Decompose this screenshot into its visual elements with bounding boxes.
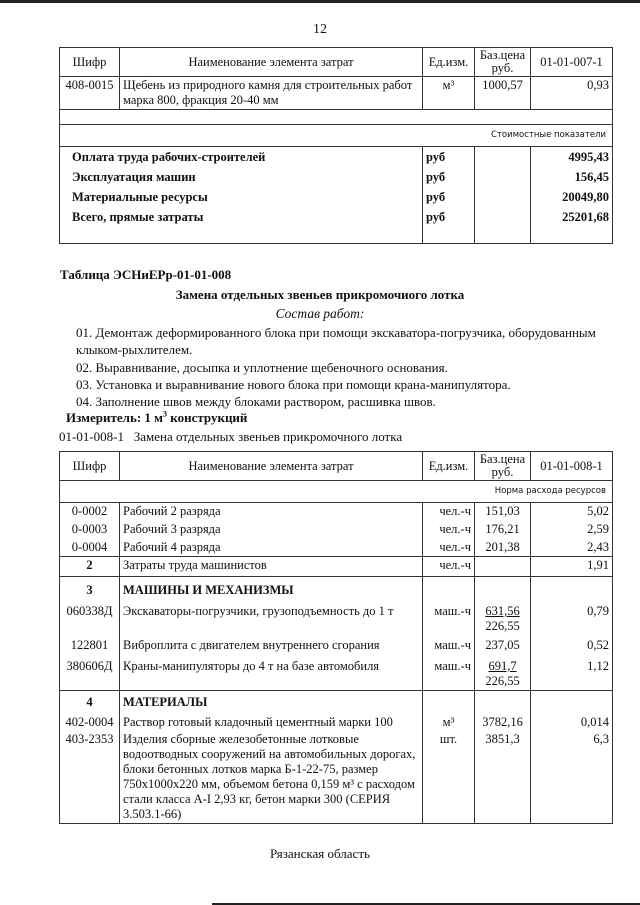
table-title: Таблица ЭСНиЕРр-01-01-008 [60,267,232,282]
group-code: 3 [60,577,120,600]
group-name: МАШИНЫ И МЕХАНИЗМЫ [120,577,423,600]
row-price: 1000,57 [475,77,531,110]
work-item: 03. Установка и выравнивание нового блока при помощи крана-манипулятора. [76,377,511,392]
row-value: 0,79 [531,599,613,635]
table-row [60,521,613,539]
table-row [60,599,613,635]
measure-suffix: конструкций [167,410,248,425]
header-norm: 01-01-008-1 [531,452,613,481]
summary-value: 156,45 [531,167,613,187]
summary-empty [475,147,531,168]
row-value: 5,02 [531,503,613,521]
row-unit: чел.-ч [423,521,475,539]
row-value: 1,12 [531,654,613,691]
summary-unit: руб [423,167,475,187]
row-value: 0,014 [531,711,613,731]
summary-row [60,187,613,207]
row-price [475,599,531,635]
work-item: 04. Заполнение швов между блоками раствором, расшивка швов. [76,394,436,409]
header-norm: 01-01-007-1 [531,48,613,77]
summary-empty [475,207,531,227]
row-price: 176,21 [475,521,531,539]
row-name: Щебень из природного камня для строительных работ марка 800, фракция 20-40 мм [120,77,423,110]
table-row [60,731,613,824]
row-price: 3851,3 [475,731,531,824]
row-unit: чел.-ч [423,557,475,577]
header-name: Наименование элемента затрат [120,48,423,77]
table-row [60,654,613,691]
spacer [60,110,613,125]
summary-value: 25201,68 [531,207,613,227]
header-code: Шифр [60,452,120,481]
row-price: 3782,16 [475,711,531,731]
row-unit: маш.-ч [423,635,475,654]
page-top-edge [0,0,640,3]
header-code: Шифр [60,48,120,77]
summary-unit: руб [423,207,475,227]
row-code: 122801 [60,635,120,654]
summary-label: Материальные ресурсы [60,187,423,207]
summary-value: 20049,80 [531,187,613,207]
header-name: Наименование элемента затрат [120,452,423,481]
resource-table-008 [59,451,613,824]
summary-label: Оплата труда рабочих-строителей [60,147,423,168]
row-code: 0-0004 [60,539,120,557]
works-heading: Состав работ: [275,306,365,321]
row-name: Изделия сборные железобетонные лотковые водоотводных сооружений на автомобильных дорогах, блоки бетонных лотков марка Б-1-22-75, размер 750х1000х220 мм, объемом бетона 0,159 м³ с расходом стали класса А-I 2,93 кг, бетон марки 300 (СЕРИЯ 3.503.1-66) [120,731,423,824]
price-operator: 226,55 [485,619,520,633]
row-name: Экскаваторы-погрузчики, грузоподъемность до 1 т [120,599,423,635]
row-code: 2 [60,557,120,577]
row-unit: м³ [423,77,475,110]
section-subtitle: Замена отдельных звеньев прикромочиого лотка [175,287,465,302]
row-name: Виброплита с двигателем внутреннего сгорания [120,635,423,654]
table-row [60,539,613,557]
summary-label: Эксплуатация машин [60,167,423,187]
row-unit: шт. [423,731,475,824]
summary-label: Всего, прямые затраты [60,207,423,227]
row-code: 380606Д [60,654,120,691]
row-price [475,654,531,691]
row-price: 201,38 [475,539,531,557]
row-value: 2,43 [531,539,613,557]
row-price [475,557,531,577]
group-code: 4 [60,691,120,712]
table-header [60,452,613,481]
measure-line: Измеритель: 1 $м^3$ конструкций [66,409,248,425]
summary-row [60,167,613,187]
row-name: Рабочий 4 разряда [120,539,423,557]
price-operator: 226,55 [485,674,520,688]
table-row-operators [60,557,613,577]
table-header [60,48,613,77]
work-item: 02. Выравнивание, досыпка и уплотнение щебеночного основания. [76,360,448,375]
row-name: Затраты труда машинистов [120,557,423,577]
table-row [60,77,613,110]
row-value: 2,59 [531,521,613,539]
rate-code-line: 01-01-008-1 Замена отдельных звеньев прикромочного лотка [59,429,403,444]
row-name: Раствор готовый кладочный цементный марки 100 [120,711,423,731]
summary-value: 4995,43 [531,147,613,168]
row-unit: чел.-ч [423,503,475,521]
group-header-machines [60,577,613,600]
table-row [60,503,613,521]
summary-empty [475,167,531,187]
row-name: Краны-манипуляторы до 4 т на базе автомобиля [120,654,423,691]
row-name: Рабочий 3 разряда [120,521,423,539]
summary-row [60,207,613,227]
row-value: 1,91 [531,557,613,577]
page-number: 12 [313,22,327,37]
table-row [60,711,613,731]
group-name: МАТЕРИАЛЫ [120,691,423,712]
header-unit: Ед.изм. [423,452,475,481]
row-code: 408-0015 [60,77,120,110]
measure-prefix: Измеритель: 1 м [66,410,164,425]
summary-empty [475,187,531,207]
work-item: 01. Демонтаж деформированного блока при помощи экскаватора-погрузчика, оборудованным клыком-рыхлителем. [76,325,596,357]
section-label: Стоимостные показатели [60,125,613,147]
row-unit: маш.-ч [423,654,475,691]
row-value: 6,3 [531,731,613,824]
price-main: 691,7 [488,659,517,673]
cost-table-007 [59,47,613,244]
row-unit: маш.-ч [423,599,475,635]
row-name: Рабочий 2 разряда [120,503,423,521]
row-price: 151,03 [475,503,531,521]
summary-unit: руб [423,187,475,207]
row-code: 403-2353 [60,731,120,824]
row-unit: чел.-ч [423,539,475,557]
header-unit: Ед.изм. [423,48,475,77]
row-unit: м³ [423,711,475,731]
group-header-materials [60,691,613,712]
page-footer: Рязанская область [270,846,370,861]
row-price: 237,05 [475,635,531,654]
row-value: 0,93 [531,77,613,110]
summary-row [60,147,613,168]
table-row [60,635,613,654]
row-code: 0-0002 [60,503,120,521]
row-code: 060338Д [60,599,120,635]
row-code: 402-0004 [60,711,120,731]
section-label: Норма расхода ресурсов [60,481,613,503]
header-price: Баз.цена руб. [475,452,531,481]
summary-unit: руб [423,147,475,168]
header-price: Баз.цена руб. [475,48,531,77]
row-value: 0,52 [531,635,613,654]
row-code: 0-0003 [60,521,120,539]
price-main: 631,56 [485,604,520,618]
